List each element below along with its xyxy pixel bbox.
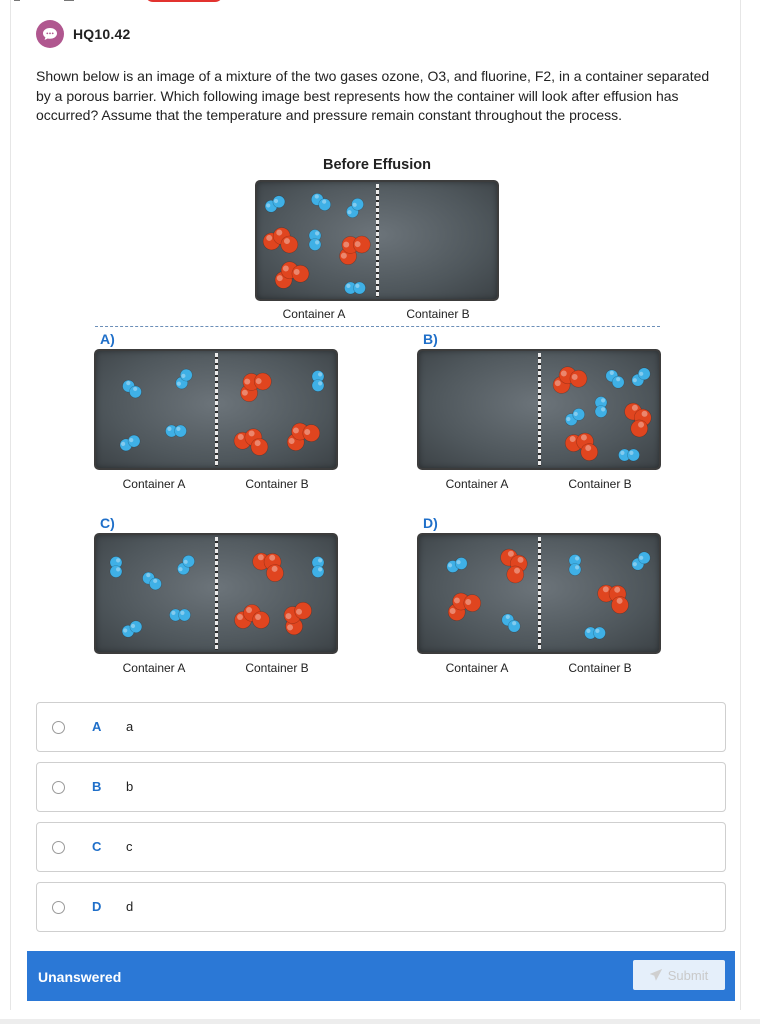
option-c-container <box>94 533 338 654</box>
fluorine-molecule <box>309 230 321 251</box>
fluorine-molecule <box>263 194 287 215</box>
fluorine-molecule <box>629 365 652 388</box>
fluorine-molecule <box>345 282 366 294</box>
fluorine-molecule <box>110 557 122 578</box>
left-border <box>10 0 11 1010</box>
molecule-drawing <box>419 535 659 652</box>
container-a-label: Container A <box>445 661 509 675</box>
container-b-label: Container B <box>568 477 632 491</box>
choice-text: c <box>126 839 133 854</box>
ozone-molecule <box>622 398 657 439</box>
top-red-tab <box>145 0 223 2</box>
container-a-label: Container A <box>282 307 346 321</box>
fluorine-molecule <box>344 196 366 220</box>
choice-letter: B <box>92 779 102 794</box>
fluorine-molecule <box>445 556 469 574</box>
answer-status: Unanswered <box>38 969 122 985</box>
ozone-molecule <box>548 361 589 396</box>
question-text: Shown below is an image of a mixture of the two gases ozone, O3, and fluorine, F2, in a container separated by a porous barrier. Which following image best represents how the container will look after effusion has occurred? Assume that the temperature and pressure remain constant throughout the process. <box>36 68 710 123</box>
chat-bubble-icon <box>36 20 64 48</box>
fluorine-molecule <box>175 553 197 577</box>
fluorine-molecule <box>174 367 195 391</box>
submit-label: Submit <box>667 967 709 983</box>
container-a-label: Container A <box>122 661 186 675</box>
bottom-bar <box>0 1019 760 1024</box>
answer-choice-b[interactable] <box>36 762 726 812</box>
container-b-label: Container B <box>245 661 309 675</box>
fluorine-molecule <box>563 406 587 428</box>
answer-status-bar <box>27 951 735 1001</box>
ozone-molecule <box>235 605 270 629</box>
paper-plane-icon <box>650 969 662 981</box>
option-b-label: B) <box>423 331 438 347</box>
ozone-molecule <box>232 423 273 458</box>
fluorine-molecule <box>595 397 607 418</box>
fluorine-molecule <box>312 557 324 578</box>
ozone-molecule <box>233 364 275 405</box>
option-d-label: D) <box>423 515 438 531</box>
top-edge <box>0 0 760 4</box>
question-header <box>36 20 130 48</box>
fluorine-molecule <box>499 611 522 634</box>
fluorine-molecule <box>309 191 333 213</box>
before-effusion-container <box>255 180 499 301</box>
molecule-drawing <box>96 535 336 652</box>
fluorine-molecule <box>170 609 191 621</box>
ozone-molecule <box>332 227 374 268</box>
ozone-molecule <box>562 425 604 463</box>
molecule-drawing <box>96 351 336 468</box>
option-a-label: A) <box>100 331 115 347</box>
choice-letter: C <box>92 839 102 854</box>
choice-text: d <box>126 899 134 914</box>
fluorine-molecule <box>118 433 142 453</box>
option-c-label: C) <box>100 515 115 531</box>
question-id: HQ10.42 <box>73 26 131 42</box>
option-a-container <box>94 349 338 470</box>
container-b-label: Container B <box>406 307 470 321</box>
fluorine-molecule <box>120 619 144 640</box>
radio-button[interactable] <box>52 781 65 794</box>
option-d-container <box>417 533 661 654</box>
fluorine-molecule <box>619 449 640 461</box>
answer-choice-c[interactable] <box>36 822 726 872</box>
before-effusion-title: Before Effusion <box>323 157 431 173</box>
radio-button[interactable] <box>52 721 65 734</box>
fluorine-molecule <box>140 570 164 593</box>
ozone-molecule <box>594 576 636 617</box>
top-mark <box>64 0 74 1</box>
container-b-label: Container B <box>245 477 309 491</box>
container-a-label: Container A <box>445 477 509 491</box>
ozone-molecule <box>281 415 323 453</box>
fluorine-molecule <box>120 378 144 401</box>
ozone-molecule <box>262 225 301 255</box>
radio-button[interactable] <box>52 841 65 854</box>
submit-button[interactable] <box>633 960 725 990</box>
choice-letter: A <box>92 719 102 734</box>
container-a-label: Container A <box>122 477 186 491</box>
container-b-label: Container B <box>568 661 632 675</box>
top-mark <box>14 0 20 1</box>
choice-letter: D <box>92 899 102 914</box>
answer-choice-d[interactable] <box>36 882 726 932</box>
fluorine-molecule <box>312 371 324 392</box>
choice-text: a <box>126 719 134 734</box>
fluorine-molecule <box>629 549 652 572</box>
fluorine-molecule <box>603 367 626 390</box>
choice-text: b <box>126 779 134 794</box>
ozone-molecule <box>249 544 291 585</box>
molecule-drawing <box>419 351 659 468</box>
ozone-molecule <box>270 256 311 291</box>
fluorine-molecule <box>585 627 606 639</box>
answer-choice-a[interactable] <box>36 702 726 752</box>
ozone-molecule <box>498 544 533 585</box>
right-border <box>740 0 741 1010</box>
ozone-molecule <box>442 585 484 623</box>
molecule-drawing <box>257 182 497 299</box>
separator-line <box>95 326 660 327</box>
fluorine-molecule <box>166 425 187 437</box>
radio-button[interactable] <box>52 901 65 914</box>
fluorine-molecule <box>569 555 581 576</box>
option-b-container <box>417 349 661 470</box>
ozone-molecule <box>276 596 314 638</box>
